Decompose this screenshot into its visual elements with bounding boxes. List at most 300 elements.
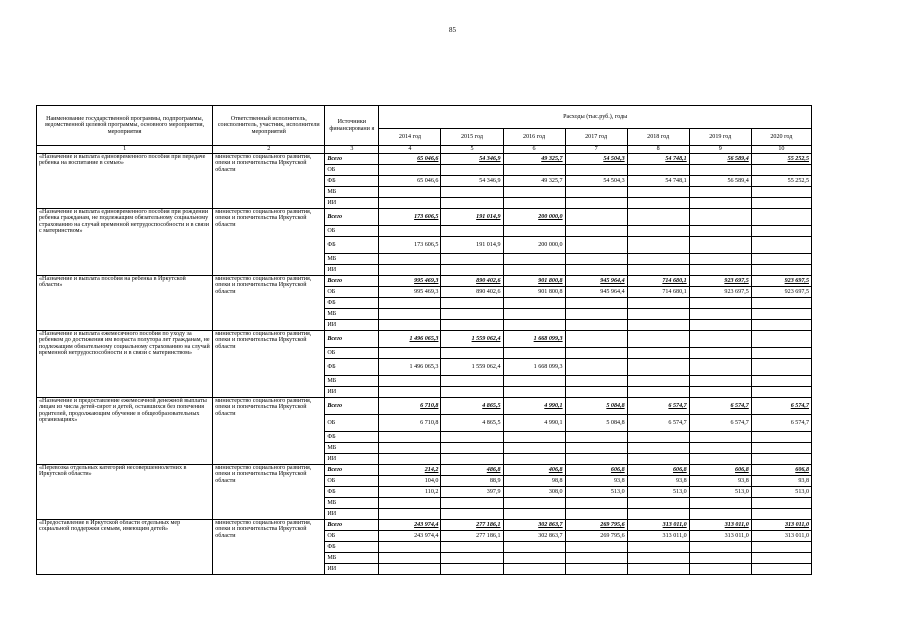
expense-value — [565, 553, 627, 564]
funding-source: МБ — [325, 309, 379, 320]
expense-value: 397,9 — [441, 487, 503, 498]
expense-value: 714 680,1 — [627, 276, 689, 287]
expense-value: 6 710,8 — [379, 398, 441, 415]
expense-value — [441, 443, 503, 454]
expense-value — [627, 298, 689, 309]
expense-value: 923 697,5 — [751, 276, 811, 287]
expense-value — [751, 187, 811, 198]
program-executor: министерство социального развития, опеки и попечительства Иркутской области — [213, 276, 325, 331]
funding-source: ФБ — [325, 432, 379, 443]
funding-source: МБ — [325, 187, 379, 198]
expense-value — [441, 376, 503, 387]
expense-value — [627, 387, 689, 398]
expense-value — [751, 359, 811, 376]
expense-value: 200 000,0 — [503, 209, 565, 226]
expense-value: 55 252,5 — [751, 154, 811, 165]
column-number: 9 — [689, 146, 751, 154]
expense-value: 6 574,7 — [751, 398, 811, 415]
funding-source: ОБ — [325, 165, 379, 176]
expense-value — [379, 454, 441, 465]
funding-source: ОБ — [325, 287, 379, 298]
expense-value — [565, 254, 627, 265]
expense-value — [627, 320, 689, 331]
expense-value: 313 011,0 — [689, 520, 751, 531]
expense-value — [379, 376, 441, 387]
expense-value — [379, 348, 441, 359]
expense-value — [689, 226, 751, 237]
expense-value — [689, 498, 751, 509]
expense-value: 4 990,1 — [503, 398, 565, 415]
expense-value: 901 800,8 — [503, 287, 565, 298]
expense-value — [441, 165, 503, 176]
expense-value — [503, 265, 565, 276]
funding-source: ИИ — [325, 509, 379, 520]
expense-value — [503, 509, 565, 520]
expense-value — [627, 376, 689, 387]
expense-value — [627, 198, 689, 209]
expense-value — [503, 309, 565, 320]
expense-value — [751, 348, 811, 359]
expense-value — [503, 198, 565, 209]
funding-source: Всего — [325, 209, 379, 226]
expense-value — [689, 509, 751, 520]
expense-value — [441, 454, 503, 465]
table-row — [37, 465, 812, 476]
expense-value: 6 574,7 — [689, 415, 751, 432]
expense-value — [627, 165, 689, 176]
expense-value — [379, 542, 441, 553]
expense-value: 4 865,5 — [441, 398, 503, 415]
expense-value: 890 402,6 — [441, 287, 503, 298]
expense-value — [565, 387, 627, 398]
expense-value — [503, 498, 565, 509]
expense-value — [379, 187, 441, 198]
expense-value — [379, 498, 441, 509]
expense-value: 49 325,7 — [503, 154, 565, 165]
expense-value — [565, 165, 627, 176]
expense-value: 6 574,7 — [627, 398, 689, 415]
expense-value — [751, 564, 811, 575]
expense-value — [751, 542, 811, 553]
expense-value — [503, 254, 565, 265]
expense-value — [441, 432, 503, 443]
funding-source: Всего — [325, 520, 379, 531]
expense-value: 995 469,3 — [379, 276, 441, 287]
funding-source: МБ — [325, 498, 379, 509]
table-row — [37, 154, 812, 165]
header-executor: Ответственный исполнитель, соисполнитель, участник, исполнители мероприятий — [213, 106, 325, 146]
expense-value — [379, 320, 441, 331]
expense-value: 6 574,7 — [627, 415, 689, 432]
expense-value — [503, 165, 565, 176]
funding-source: Всего — [325, 276, 379, 287]
expense-value — [627, 348, 689, 359]
header-year: 2015 год — [441, 129, 503, 146]
funding-source: ОБ — [325, 415, 379, 432]
expense-value: 513,0 — [751, 487, 811, 498]
expense-value — [689, 542, 751, 553]
expense-value — [565, 309, 627, 320]
header-year: 2020 год — [751, 129, 811, 146]
expense-value — [689, 331, 751, 348]
expense-value — [441, 298, 503, 309]
expense-value — [503, 542, 565, 553]
expense-value — [627, 265, 689, 276]
expense-value: 901 800,8 — [503, 276, 565, 287]
expense-value: 65 046,6 — [379, 154, 441, 165]
expense-value — [751, 165, 811, 176]
expense-value — [627, 237, 689, 254]
expense-value — [689, 387, 751, 398]
expense-value — [689, 187, 751, 198]
table-row — [37, 331, 812, 348]
program-name: «Назначение и выплата единовременного пособия при рождении ребенка гражданам, не подлежащим обязательному социальному страхованию на случай временной нетрудоспособности и в связи с материнством» — [37, 209, 213, 276]
header-program-name: Наименование государственной программы, подпрограммы, ведомственной целевой программы, основного мероприятия, мероприятия — [37, 106, 213, 146]
page-number: 85 — [449, 26, 456, 34]
header-year: 2019 год — [689, 129, 751, 146]
expense-value — [565, 187, 627, 198]
header-year: 2018 год — [627, 129, 689, 146]
expense-value — [441, 198, 503, 209]
expense-value — [689, 198, 751, 209]
expense-value: 5 084,8 — [565, 415, 627, 432]
column-number: 2 — [213, 146, 325, 154]
expense-value: 191 014,9 — [441, 209, 503, 226]
budget-table — [36, 105, 812, 575]
expense-value — [689, 443, 751, 454]
expense-value — [441, 309, 503, 320]
expense-value — [751, 265, 811, 276]
expense-value — [379, 387, 441, 398]
expense-value — [751, 443, 811, 454]
expense-value — [751, 254, 811, 265]
expense-value — [379, 265, 441, 276]
expense-value: 54 504,3 — [565, 154, 627, 165]
expense-value — [627, 209, 689, 226]
table-row — [37, 209, 812, 226]
funding-source: ОБ — [325, 348, 379, 359]
expense-value — [503, 376, 565, 387]
expense-value: 269 795,6 — [565, 520, 627, 531]
table-row — [37, 398, 812, 415]
expense-value — [379, 553, 441, 564]
expense-value: 313 011,0 — [627, 531, 689, 542]
expense-value: 1 559 062,4 — [441, 331, 503, 348]
program-executor: министерство социального развития, опеки и попечительства Иркутской области — [213, 209, 325, 276]
expense-value — [565, 376, 627, 387]
expense-value — [503, 387, 565, 398]
program-executor: министерство социального развития, опеки и попечительства Иркутской области — [213, 154, 325, 209]
expense-value — [503, 564, 565, 575]
program-name: «Назначение и предоставление ежемесячной денежной выплаты лицам из числа детей-сирот и детей, оставшихся без попечения родителей, продолжающим обучение в общеобразовательных организациях» — [37, 398, 213, 465]
expense-value — [751, 198, 811, 209]
expense-value: 302 863,7 — [503, 520, 565, 531]
expense-value — [441, 498, 503, 509]
expense-value — [379, 298, 441, 309]
expense-value: 4 990,1 — [503, 415, 565, 432]
program-executor: министерство социального развития, опеки и попечительства Иркутской области — [213, 331, 325, 398]
program-name: «Назначение и выплата пособия на ребенка в Иркутской области» — [37, 276, 213, 331]
funding-source: ФБ — [325, 542, 379, 553]
expense-value: 513,0 — [627, 487, 689, 498]
expense-value — [503, 187, 565, 198]
expense-value: 243 974,4 — [379, 520, 441, 531]
expense-value — [503, 432, 565, 443]
funding-source: МБ — [325, 376, 379, 387]
expense-value — [565, 320, 627, 331]
expense-value: 56 589,4 — [689, 176, 751, 187]
expense-value — [751, 454, 811, 465]
expense-value: 606,8 — [627, 465, 689, 476]
expense-value: 1 668 099,3 — [503, 359, 565, 376]
expense-value — [441, 564, 503, 575]
expense-value — [565, 498, 627, 509]
expense-value — [627, 359, 689, 376]
expense-value — [379, 564, 441, 575]
expense-value — [627, 309, 689, 320]
column-number: 5 — [441, 146, 503, 154]
funding-source: ИИ — [325, 265, 379, 276]
program-name: «Предоставление в Иркутской области отдельных мер социальной поддержки семьям, имеющим детей» — [37, 520, 213, 575]
expense-value — [751, 309, 811, 320]
expense-value — [503, 298, 565, 309]
expense-value — [689, 432, 751, 443]
expense-value — [503, 454, 565, 465]
expense-value — [627, 331, 689, 348]
expense-value: 93,8 — [565, 476, 627, 487]
funding-source: ОБ — [325, 476, 379, 487]
expense-value: 890 402,6 — [441, 276, 503, 287]
expense-value — [751, 209, 811, 226]
column-number: 6 — [503, 146, 565, 154]
expense-value — [751, 237, 811, 254]
expense-value — [565, 542, 627, 553]
expense-value — [627, 564, 689, 575]
expense-value: 98,8 — [503, 476, 565, 487]
expense-value — [379, 226, 441, 237]
expense-value — [627, 498, 689, 509]
expense-value: 302 863,7 — [503, 531, 565, 542]
column-number: 7 — [565, 146, 627, 154]
expense-value: 200 000,0 — [503, 237, 565, 254]
expense-value — [565, 443, 627, 454]
funding-source: Всего — [325, 398, 379, 415]
expense-value: 6 710,8 — [379, 415, 441, 432]
expense-value: 1 496 065,3 — [379, 331, 441, 348]
expense-value — [751, 320, 811, 331]
expense-value — [565, 564, 627, 575]
expense-value — [689, 553, 751, 564]
expense-value — [503, 553, 565, 564]
expense-value — [751, 509, 811, 520]
funding-source: ОБ — [325, 226, 379, 237]
column-number: 1 — [37, 146, 213, 154]
expense-value — [565, 509, 627, 520]
expense-value: 277 186,1 — [441, 520, 503, 531]
expense-value: 88,9 — [441, 476, 503, 487]
expense-value — [689, 254, 751, 265]
expense-value — [565, 265, 627, 276]
expense-value — [565, 359, 627, 376]
column-number-row — [37, 146, 812, 154]
expense-value — [689, 376, 751, 387]
expense-value — [379, 509, 441, 520]
table-row — [37, 520, 812, 531]
expense-value — [751, 387, 811, 398]
expense-value: 49 325,7 — [503, 176, 565, 187]
header-expenses: Расходы (тыс.руб.), годы — [379, 106, 812, 129]
expense-value — [379, 432, 441, 443]
expense-value: 214,2 — [379, 465, 441, 476]
expense-value: 191 014,9 — [441, 237, 503, 254]
expense-value: 313 011,0 — [751, 531, 811, 542]
table-body — [37, 154, 812, 575]
expense-value — [689, 320, 751, 331]
expense-value: 945 964,4 — [565, 276, 627, 287]
program-executor: министерство социального развития, опеки и попечительства Иркутской области — [213, 465, 325, 520]
expense-value — [441, 542, 503, 553]
expense-value — [751, 432, 811, 443]
header-year: 2017 год — [565, 129, 627, 146]
expense-value — [689, 265, 751, 276]
expense-value — [441, 265, 503, 276]
expense-value — [441, 187, 503, 198]
expense-value: 1 496 065,3 — [379, 359, 441, 376]
funding-source: МБ — [325, 254, 379, 265]
program-name: «Назначение и выплата единовременного пособия при передаче ребенка на воспитание в семью» — [37, 154, 213, 209]
expense-value: 606,8 — [751, 465, 811, 476]
expense-value — [441, 320, 503, 331]
expense-value — [751, 376, 811, 387]
expense-value: 606,8 — [689, 465, 751, 476]
expense-value — [689, 309, 751, 320]
expense-value: 104,0 — [379, 476, 441, 487]
expense-value: 486,8 — [441, 465, 503, 476]
expense-value — [503, 226, 565, 237]
expense-value: 65 046,6 — [379, 176, 441, 187]
expense-value: 513,0 — [565, 487, 627, 498]
expense-value — [751, 498, 811, 509]
expense-value: 406,8 — [503, 465, 565, 476]
header-funding-source: Источники финансировани я — [325, 106, 379, 146]
expense-value — [441, 509, 503, 520]
column-number: 8 — [627, 146, 689, 154]
expense-value — [627, 432, 689, 443]
expense-value: 923 697,5 — [689, 287, 751, 298]
expense-value: 4 865,5 — [441, 415, 503, 432]
expense-value — [689, 348, 751, 359]
expense-value: 93,8 — [627, 476, 689, 487]
column-number: 3 — [325, 146, 379, 154]
funding-source: МБ — [325, 553, 379, 564]
funding-source: ИИ — [325, 564, 379, 575]
expense-value — [565, 298, 627, 309]
program-name: «Перевозка отдельных категорий несовершеннолетних в Иркутской области» — [37, 465, 213, 520]
program-executor: министерство социального развития, опеки и попечительства Иркутской области — [213, 520, 325, 575]
expense-value — [627, 454, 689, 465]
expense-value: 1 559 062,4 — [441, 359, 503, 376]
expense-value: 313 011,0 — [751, 520, 811, 531]
expense-value — [689, 165, 751, 176]
funding-source: ФБ — [325, 487, 379, 498]
expense-value — [627, 187, 689, 198]
expense-value — [627, 226, 689, 237]
expense-value — [689, 454, 751, 465]
expense-value — [751, 331, 811, 348]
expense-value — [379, 443, 441, 454]
expense-value: 714 680,1 — [627, 287, 689, 298]
expense-value: 173 606,5 — [379, 209, 441, 226]
funding-source: ФБ — [325, 359, 379, 376]
column-number: 4 — [379, 146, 441, 154]
expense-value — [379, 309, 441, 320]
expense-value — [689, 359, 751, 376]
expense-value — [503, 443, 565, 454]
expense-value — [503, 348, 565, 359]
expense-value — [565, 237, 627, 254]
funding-source: ФБ — [325, 298, 379, 309]
expense-value: 54 748,1 — [627, 176, 689, 187]
expense-value: 243 974,4 — [379, 531, 441, 542]
funding-source: МБ — [325, 443, 379, 454]
expense-value — [441, 254, 503, 265]
expense-value: 1 668 099,3 — [503, 331, 565, 348]
expense-value: 923 697,5 — [689, 276, 751, 287]
header-year: 2014 год — [379, 129, 441, 146]
expense-value — [751, 298, 811, 309]
expense-value: 54 346,9 — [441, 176, 503, 187]
expense-value — [627, 443, 689, 454]
expense-value: 945 964,4 — [565, 287, 627, 298]
expense-value: 110,2 — [379, 487, 441, 498]
expense-value: 269 795,6 — [565, 531, 627, 542]
expense-value — [689, 298, 751, 309]
expense-value: 56 589,4 — [689, 154, 751, 165]
expense-value: 923 697,5 — [751, 287, 811, 298]
expense-value — [627, 509, 689, 520]
expense-value — [565, 198, 627, 209]
funding-source: ИИ — [325, 320, 379, 331]
funding-source: ФБ — [325, 176, 379, 187]
expense-value — [379, 165, 441, 176]
expense-value — [379, 198, 441, 209]
expense-value: 606,8 — [565, 465, 627, 476]
expense-value — [751, 553, 811, 564]
expense-value: 54 748,1 — [627, 154, 689, 165]
expense-value — [565, 348, 627, 359]
expense-value: 6 574,7 — [689, 398, 751, 415]
program-executor: министерство социального развития, опеки и попечительства Иркутской области — [213, 398, 325, 465]
expense-value — [689, 237, 751, 254]
expense-value — [503, 320, 565, 331]
expense-value — [565, 432, 627, 443]
expense-value — [565, 454, 627, 465]
expense-value — [565, 209, 627, 226]
expense-value: 173 606,5 — [379, 237, 441, 254]
program-name: «Назначение и выплата ежемесячного пособия по уходу за ребенком до достижения им возраста полутора лет гражданам, не подлежащим обязательному социальному страхованию на случай временной нетрудоспособности и в связи с материнством» — [37, 331, 213, 398]
funding-source: ИИ — [325, 387, 379, 398]
expense-value — [441, 553, 503, 564]
expense-value — [627, 553, 689, 564]
expense-value — [441, 387, 503, 398]
expense-value: 313 011,0 — [689, 531, 751, 542]
expense-value — [689, 564, 751, 575]
funding-source: Всего — [325, 331, 379, 348]
expense-value — [565, 331, 627, 348]
funding-source: Всего — [325, 465, 379, 476]
expense-value: 93,8 — [689, 476, 751, 487]
table-row — [37, 276, 812, 287]
